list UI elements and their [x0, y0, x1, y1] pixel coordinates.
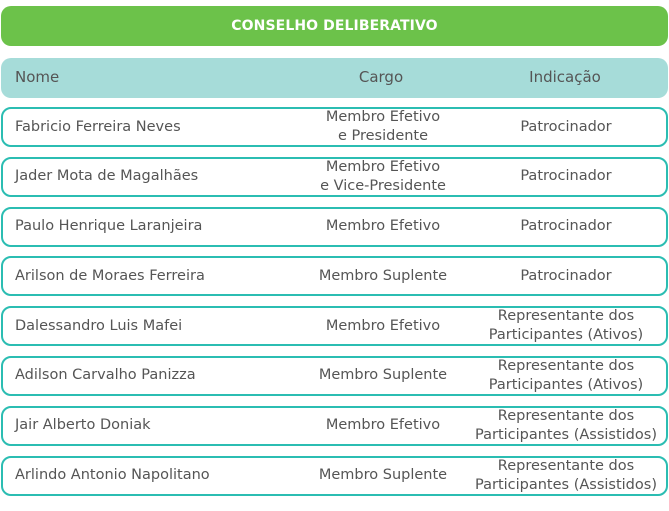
- cell-cargo-line: Membro Efetivo: [325, 109, 441, 125]
- cell-cargo: [313, 109, 453, 145]
- cell-indicacao-line: Representante dos: [497, 407, 635, 424]
- cell-cargo: [313, 209, 453, 245]
- cell-cargo-line: Membro Suplente: [318, 267, 448, 284]
- table-row: [1, 306, 668, 346]
- cell-nome: Jader Mota de Magalhães: [15, 168, 199, 185]
- cell-indicacao: [463, 358, 669, 394]
- cell-nome: Arilson de Moraes Ferreira: [15, 267, 205, 284]
- cell-indicacao: [463, 308, 669, 344]
- cell-indicacao: [463, 209, 669, 245]
- table-body: [0, 107, 669, 505]
- cell-nome: Arlindo Antonio Napolitano: [15, 467, 210, 484]
- cell-indicacao: [463, 458, 669, 494]
- cell-indicacao-line: Representante dos: [497, 457, 635, 474]
- cell-cargo: [313, 458, 453, 494]
- cell-cargo-line: Membro Efetivo: [325, 317, 441, 334]
- cell-nome: Dalessandro Luis Mafei: [15, 317, 183, 334]
- section-title: CONSELHO DELIBERATIVO: [231, 18, 438, 34]
- cell-nome: Jair Alberto Doniak: [15, 417, 151, 434]
- cell-cargo: [313, 408, 453, 444]
- cell-cargo-line: Membro Suplente: [318, 467, 448, 484]
- cell-nome: Fabricio Ferreira Neves: [15, 118, 181, 135]
- cell-cargo-line: Membro Efetivo: [325, 158, 441, 175]
- cell-cargo-line: e Vice-Presidente: [320, 177, 446, 194]
- cell-indicacao-line: Patrocinador: [520, 168, 612, 185]
- cell-cargo: [313, 159, 453, 195]
- cell-indicacao-line: Patrocinador: [520, 118, 612, 135]
- cell-indicacao-line: Participantes (Ativos): [488, 376, 644, 393]
- column-header-cargo: Cargo: [358, 68, 404, 86]
- cell-indicacao-line: Participantes (Ativos): [488, 327, 644, 344]
- column-header-indicacao: Indicação: [529, 68, 601, 86]
- cell-cargo-line: e Presidente: [337, 128, 429, 144]
- table-row: [1, 456, 668, 496]
- section-banner: [1, 6, 668, 46]
- cell-indicacao: [463, 109, 669, 145]
- cell-indicacao-line: Representante dos: [497, 308, 635, 325]
- cell-cargo: [313, 308, 453, 344]
- column-header-nome: Nome: [15, 68, 60, 86]
- cell-cargo: [313, 358, 453, 394]
- table-row: [1, 207, 668, 247]
- cell-nome: Paulo Henrique Laranjeira: [15, 218, 203, 235]
- table-row: [1, 256, 668, 296]
- cell-indicacao-line: Participantes (Assistidos): [475, 476, 657, 493]
- cell-cargo-line: Membro Suplente: [318, 367, 448, 384]
- cell-indicacao-line: Patrocinador: [520, 267, 612, 284]
- table-row: [1, 356, 668, 396]
- table-row: [1, 406, 668, 446]
- table-row: [1, 157, 668, 197]
- cell-indicacao-line: Representante dos: [497, 357, 635, 374]
- cell-nome: Adilson Carvalho Panizza: [15, 367, 196, 384]
- cell-cargo: [313, 258, 453, 294]
- table-row: [1, 107, 668, 147]
- cell-indicacao: [463, 159, 669, 195]
- cell-indicacao: [463, 258, 669, 294]
- cell-indicacao-line: Participantes (Assistidos): [475, 426, 657, 443]
- cell-cargo-line: Membro Efetivo: [325, 218, 441, 235]
- cell-cargo-line: Membro Efetivo: [325, 417, 441, 434]
- table-header: [1, 58, 668, 98]
- cell-indicacao-line: Patrocinador: [520, 218, 612, 235]
- cell-indicacao: [463, 408, 669, 444]
